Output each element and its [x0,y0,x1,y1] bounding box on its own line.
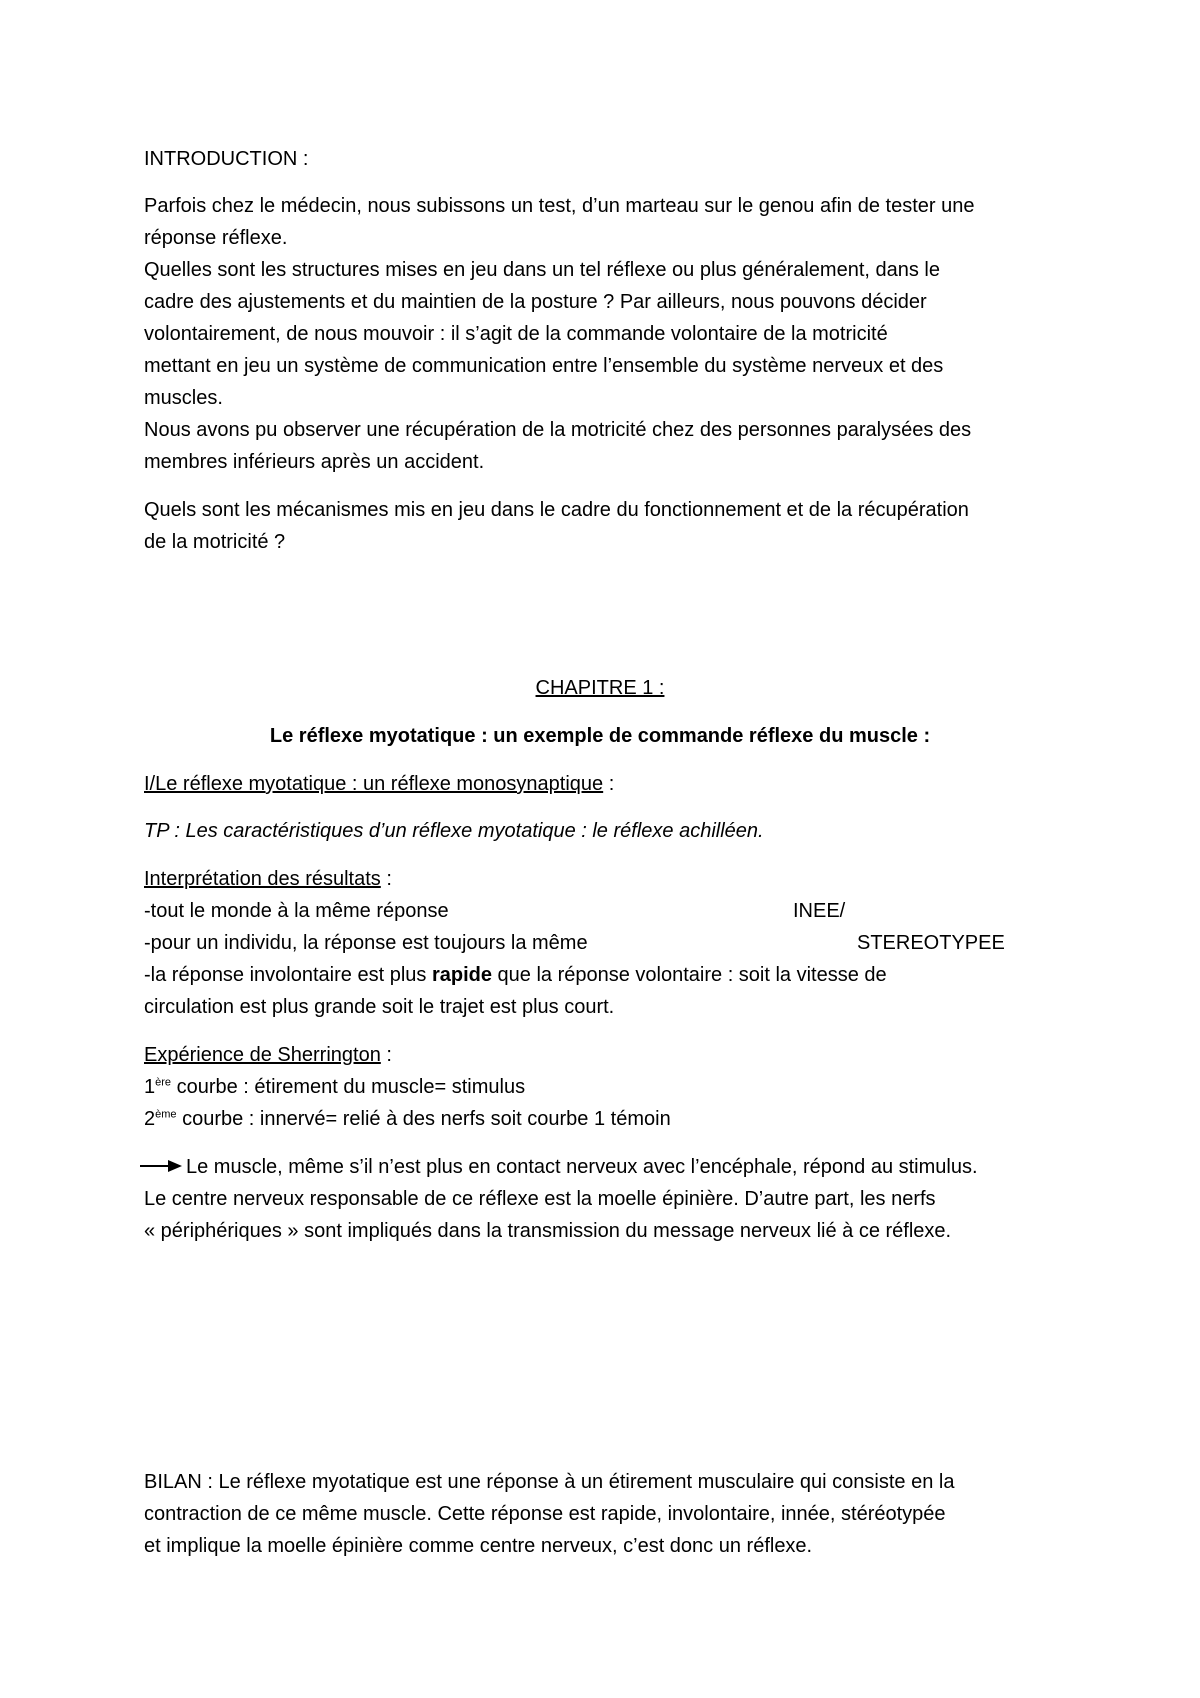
intro-line: mettant en jeu un système de communication entre l’ensemble du système nerveux et des [144,355,944,377]
chapter-subtitle: Le réflexe myotatique : un exemple de commande réflexe du muscle : [269,725,931,747]
interpretation-text: -la réponse involontaire est plus [144,964,432,986]
bilan-line: contraction de ce même muscle. Cette réponse est rapide, involontaire, innée, stéréotypée [144,1503,946,1525]
interpretation-item: -pour un individu, la réponse est toujours la même [144,932,588,954]
sherrington-colon: : [380,1044,392,1066]
intro-line: Quelles sont les structures mises en jeu dans un tel réflexe ou plus généralement, dans le [144,259,940,281]
interpretation-item [144,959,887,991]
curve-number: 1 [144,1076,156,1098]
chapter-title: CHAPITRE 1 : [535,677,665,699]
interpretation-text: que la réponse volontaire : soit la vitesse de [491,964,887,986]
intro-line: Parfois chez le médecin, nous subissons un test, d’un marteau sur le genou afin de tester une [144,195,975,217]
sherrington-heading [144,1039,392,1071]
bilan-line: BILAN : Le réflexe myotatique est une réponse à un étirement musculaire qui consiste en la [144,1471,955,1493]
intro-question: de la motricité ? [144,531,286,553]
tp-line: TP : Les caractéristiques d’un réflexe myotatique : le réflexe achilléen. [144,820,764,842]
section-colon: : [603,773,615,795]
interpretation-tag: STEREOTYPEE [857,932,1005,954]
sherrington-title: Expérience de Sherrington [144,1044,381,1066]
interpretation-colon: : [380,868,392,890]
curve-text: courbe : étirement du muscle= stimulus [171,1076,526,1098]
section-title: I/Le réflexe myotatique : un réflexe monosynaptique [144,773,604,795]
interpretation-bold: rapide [431,964,492,986]
conclusion-line: Le centre nerveux responsable de ce réflexe est la moelle épinière. D’autre part, les nerfs [144,1188,936,1210]
interpretation-heading [144,863,392,895]
interpretation-title: Interprétation des résultats [144,868,381,890]
conclusion-line: « périphériques » sont impliqués dans la transmission du message nerveux lié à ce réflexe. [144,1220,952,1242]
curve-line [144,1103,671,1135]
right-arrow-icon [140,1159,182,1173]
intro-line: membres inférieurs après un accident. [144,451,485,473]
curve-number: 2 [144,1108,156,1130]
interpretation-item: -tout le monde à la même réponse [144,900,449,922]
curve-text: courbe : innervé= relié à des nerfs soit courbe 1 témoin [176,1108,671,1130]
section-heading [144,768,614,800]
intro-line: muscles. [144,387,223,409]
intro-question: Quels sont les mécanismes mis en jeu dans le cadre du fonctionnement et de la récupération [144,499,969,521]
intro-heading: INTRODUCTION : [144,148,309,170]
bilan-line: et implique la moelle épinière comme centre nerveux, c’est donc un réflexe. [144,1535,813,1557]
intro-line: cadre des ajustements et du maintien de la posture ? Par ailleurs, nous pouvons décider [144,291,927,313]
curve-superscript: ème [155,1108,177,1121]
curve-line [144,1071,525,1103]
interpretation-item: circulation est plus grande soit le trajet est plus court. [144,996,615,1018]
interpretation-tag: INEE/ [793,900,846,922]
intro-line: réponse réflexe. [144,227,288,249]
conclusion-line [140,1151,978,1183]
conclusion-text: Le muscle, même s’il n’est plus en contact nerveux avec l’encéphale, répond au stimulus. [186,1156,978,1178]
curve-superscript: ère [155,1076,172,1089]
intro-line: volontairement, de nous mouvoir : il s’agit de la commande volontaire de la motricité [144,323,888,345]
intro-line: Nous avons pu observer une récupération de la motricité chez des personnes paralysées des [144,419,972,441]
